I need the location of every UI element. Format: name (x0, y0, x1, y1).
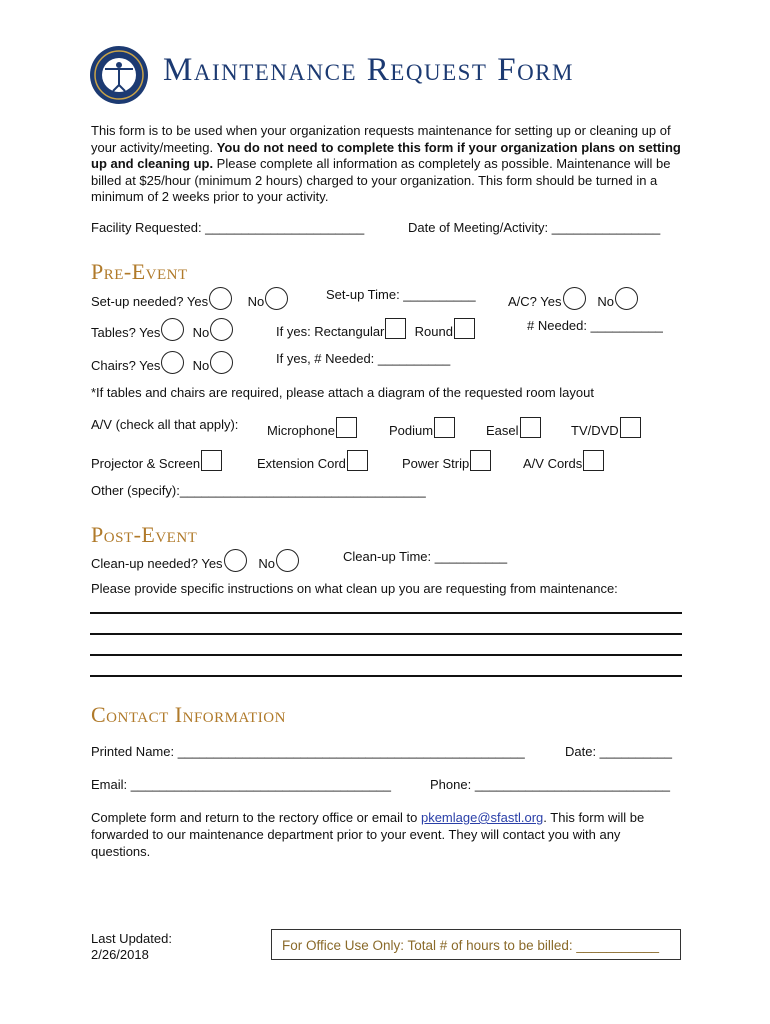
setup-no-radio[interactable] (265, 287, 288, 310)
extension-checkbox[interactable] (347, 450, 368, 471)
rectangular-checkbox[interactable] (385, 318, 406, 339)
easel-option (486, 417, 542, 438)
table-shape-row (276, 318, 476, 339)
extension-label: Extension Cord (257, 456, 346, 471)
last-updated-date: 2/26/2018 (91, 947, 149, 962)
chairs-no-radio[interactable] (210, 351, 233, 374)
pre-event-heading: Pre-Event (91, 259, 188, 284)
instructions-line-2[interactable] (90, 633, 682, 635)
instructions-line-3[interactable] (90, 654, 682, 656)
podium-label: Podium (389, 423, 434, 438)
closing-paragraph: Complete form and return to the rectory office or email to pkemlage@sfastl.org. This form will be forwarded to our maintenance department prior to your event. They will contact you with any questions. (91, 810, 645, 859)
office-use-box: For Office Use Only: Total # of hours to be billed: ___________ (271, 929, 681, 960)
powerstrip-option (402, 450, 492, 471)
email-field[interactable]: Email: ____________________________________ (91, 777, 392, 792)
cleanup-no-radio[interactable] (276, 549, 299, 572)
easel-checkbox[interactable] (520, 417, 541, 438)
tvdvd-option (571, 417, 642, 438)
ac-row (508, 287, 639, 310)
setup-yes-radio[interactable] (209, 287, 232, 310)
ac-no-label: No (597, 294, 614, 309)
chairs-row (91, 351, 234, 374)
tables-label: Tables? Yes (91, 325, 161, 340)
printed-name-field[interactable]: Printed Name: ________________________________________________ (91, 744, 525, 759)
email-link[interactable]: pkemlage@sfastl.org (420, 810, 544, 825)
intro-paragraph: This form is to be used when your organization requests maintenance for setting up or cleaning up of your activity/meeting. You do not need to complete this form if your organization plans on setting up and cleaning up. Please complete all information as completely as possible. Maintenance will be billed at $25/hour (minimum 2 hours) charged to your organization. This form should be turned in a minimum of 2 weeks prior to your activity. (91, 123, 681, 204)
cleanup-yes-radio[interactable] (224, 549, 247, 572)
cleanup-no-label: No (258, 556, 276, 571)
cleanup-needed-label: Clean-up needed? Yes (91, 556, 223, 571)
projector-checkbox[interactable] (201, 450, 222, 471)
setup-time-field[interactable]: Set-up Time: __________ (326, 287, 476, 302)
diagram-note: *If tables and chairs are required, please attach a diagram of the requested room layout (91, 385, 594, 400)
tvdvd-checkbox[interactable] (620, 417, 641, 438)
last-updated-label: Last Updated: (91, 931, 172, 946)
setup-no-label: No (247, 294, 265, 309)
powerstrip-label: Power Strip (402, 456, 470, 471)
projector-option (91, 450, 223, 471)
instructions-line-1[interactable] (90, 612, 682, 614)
chairs-label: Chairs? Yes (91, 358, 161, 373)
avcords-option (523, 450, 605, 471)
tables-no-radio[interactable] (210, 318, 233, 341)
tables-needed-field[interactable]: # Needed: __________ (527, 318, 663, 333)
logo-seal (89, 45, 149, 105)
tables-row (91, 318, 234, 341)
avcords-checkbox[interactable] (583, 450, 604, 471)
facility-requested-field[interactable]: Facility Requested: ______________________ (91, 220, 365, 235)
cleanup-needed-row (91, 549, 300, 572)
podium-option (389, 417, 456, 438)
microphone-option (267, 417, 358, 438)
easel-label: Easel (486, 423, 519, 438)
if-yes-rectangular-label: If yes: Rectangular (276, 324, 385, 339)
tables-no-label: No (192, 325, 210, 340)
page-title: Maintenance Request Form (163, 52, 574, 88)
round-checkbox[interactable] (454, 318, 475, 339)
last-updated (91, 931, 172, 963)
ac-label: A/C? Yes (508, 294, 562, 309)
microphone-checkbox[interactable] (336, 417, 357, 438)
av-label: A/V (check all that apply): (91, 417, 239, 432)
setup-needed-label: Set-up needed? Yes (91, 294, 209, 309)
powerstrip-checkbox[interactable] (470, 450, 491, 471)
setup-needed-row (91, 287, 289, 310)
cleanup-instructions-label: Please provide specific instructions on what clean up you are requesting from maintenance: (91, 581, 618, 596)
instructions-line-4[interactable] (90, 675, 682, 677)
tables-yes-radio[interactable] (161, 318, 184, 341)
extension-option (257, 450, 369, 471)
chairs-no-label: No (192, 358, 210, 373)
podium-checkbox[interactable] (434, 417, 455, 438)
chairs-yes-radio[interactable] (161, 351, 184, 374)
phone-field[interactable]: Phone: ___________________________ (430, 777, 671, 792)
cleanup-time-field[interactable]: Clean-up Time: __________ (343, 549, 508, 564)
ac-no-radio[interactable] (615, 287, 638, 310)
round-label: Round (414, 324, 453, 339)
microphone-label: Microphone (267, 423, 335, 438)
meeting-date-field[interactable]: Date of Meeting/Activity: _______________ (408, 220, 661, 235)
other-specify-field[interactable]: Other (specify):__________________________________ (91, 483, 426, 498)
tvdvd-label: TV/DVD (571, 423, 619, 438)
contact-date-field[interactable]: Date: __________ (565, 744, 672, 759)
ac-yes-radio[interactable] (563, 287, 586, 310)
projector-label: Projector & Screen (91, 456, 201, 471)
avcords-label: A/V Cords (523, 456, 583, 471)
contact-heading: Contact Information (91, 702, 286, 727)
post-event-heading: Post-Event (91, 522, 198, 547)
chairs-needed-field[interactable]: If yes, # Needed: __________ (276, 351, 451, 366)
